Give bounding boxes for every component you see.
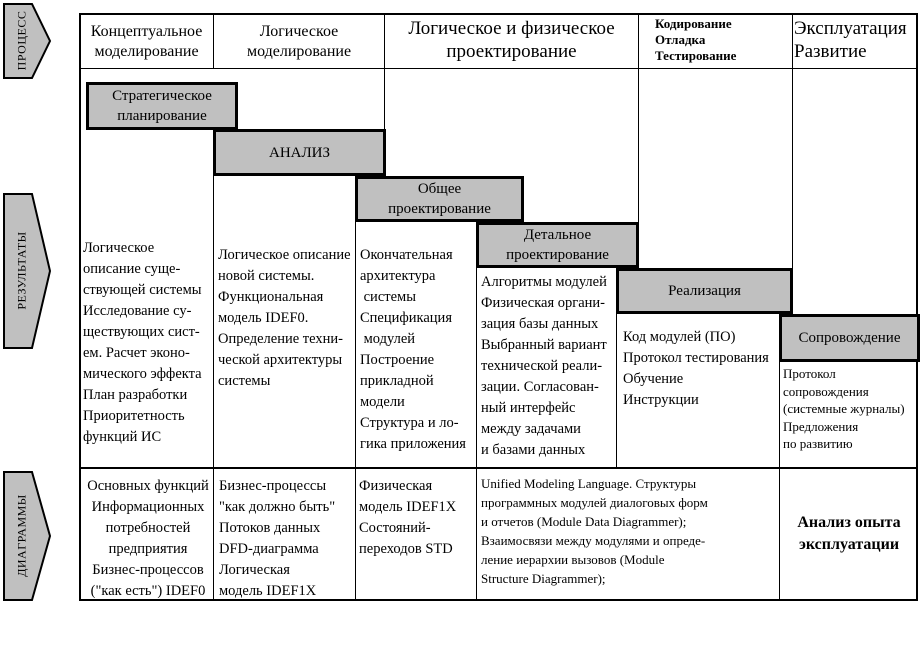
results-logic: Логическое описание новой системы. Функциональная модель IDEF0. Определение техни- ческой архитектуры системы bbox=[218, 247, 351, 389]
side-arrow-diagrams bbox=[2, 470, 52, 602]
diagrams-general-design: Физическая модель IDEF1X Состояний- переходов STD bbox=[359, 478, 457, 557]
results-concept: Логическое описание суще- ствующей системы Исследование су- ществующих сист- ем. Расчет эконо- мического эффекта План разработки Приоритетность функций ИС bbox=[83, 240, 202, 445]
col-divider bbox=[213, 170, 214, 600]
col-divider bbox=[779, 360, 780, 600]
results-general-design: Окончательная архитектура системы Спецификация модулей Построение прикладной модели Структура и ло- гика приложения bbox=[360, 247, 466, 452]
header-concept: Концептуальное моделирование bbox=[90, 23, 203, 60]
results-support: Протокол сопровождения (системные журналы) Предложения по развитию bbox=[783, 366, 905, 451]
results-implementation: Код модулей (ПО) Протокол тестирования Обучение Инструкции bbox=[623, 329, 769, 408]
col-divider bbox=[792, 13, 793, 69]
stage-analysis: АНАЛИЗ bbox=[213, 129, 386, 176]
side-label-diagrams: ДИАГРАММЫ bbox=[14, 494, 29, 577]
col-divider bbox=[638, 69, 639, 224]
header-coding: Кодирование Отладка Тестирование bbox=[655, 16, 737, 63]
diagrams-concept: Основных функций Информационных потребностей предприятия Бизнес-процессов ("как есть") IDEF0 bbox=[87, 478, 209, 599]
header-exploitation: Эксплуатация Развитие bbox=[794, 18, 907, 62]
side-label-results: РЕЗУЛЬТАТЫ bbox=[14, 231, 29, 310]
col-divider bbox=[638, 13, 639, 69]
results-detailed-design: Алгоритмы модулей Физическая органи- зация базы данных Выбранный вариант технической реали- зации. Согласован- ный интерфейс между задачами и базами данных bbox=[481, 274, 607, 458]
stage-strategic-planning: Стратегическое планирование bbox=[86, 82, 238, 130]
diagrams-divider bbox=[79, 467, 918, 469]
side-arrow-results bbox=[2, 192, 52, 350]
diagrams-logic: Бизнес-процессы "как должно быть" Потоков данных DFD-диаграмма Логическая модель IDEF1X bbox=[219, 478, 336, 599]
col-divider bbox=[476, 266, 477, 600]
stage-implementation: Реализация bbox=[616, 268, 793, 314]
col-divider bbox=[792, 69, 793, 269]
side-label-process: ПРОЦЕСС bbox=[14, 10, 29, 71]
diagrams-exploitation: Анализ опыта эксплуатации bbox=[797, 514, 901, 553]
col-divider bbox=[355, 220, 356, 600]
header-logic: Логическое моделирование bbox=[246, 23, 352, 60]
header-design: Логическое и физическое проектирование bbox=[408, 18, 615, 62]
stage-support: Сопровождение bbox=[779, 314, 920, 362]
side-arrow-process bbox=[2, 2, 52, 80]
stage-general-design: Общее проектирование bbox=[355, 176, 524, 222]
col-divider bbox=[616, 312, 617, 468]
stage-detailed-design: Детальное проектирование bbox=[476, 222, 639, 268]
diagrams-detailed-design: Unified Modeling Language. Структуры программных модулей диалоговых форм и отчетов (Module Data Diagrammer); Взаимосвязи между модулями и опреде- ление иерархии вызовов (Module Structure Diagrammer); bbox=[481, 476, 708, 586]
